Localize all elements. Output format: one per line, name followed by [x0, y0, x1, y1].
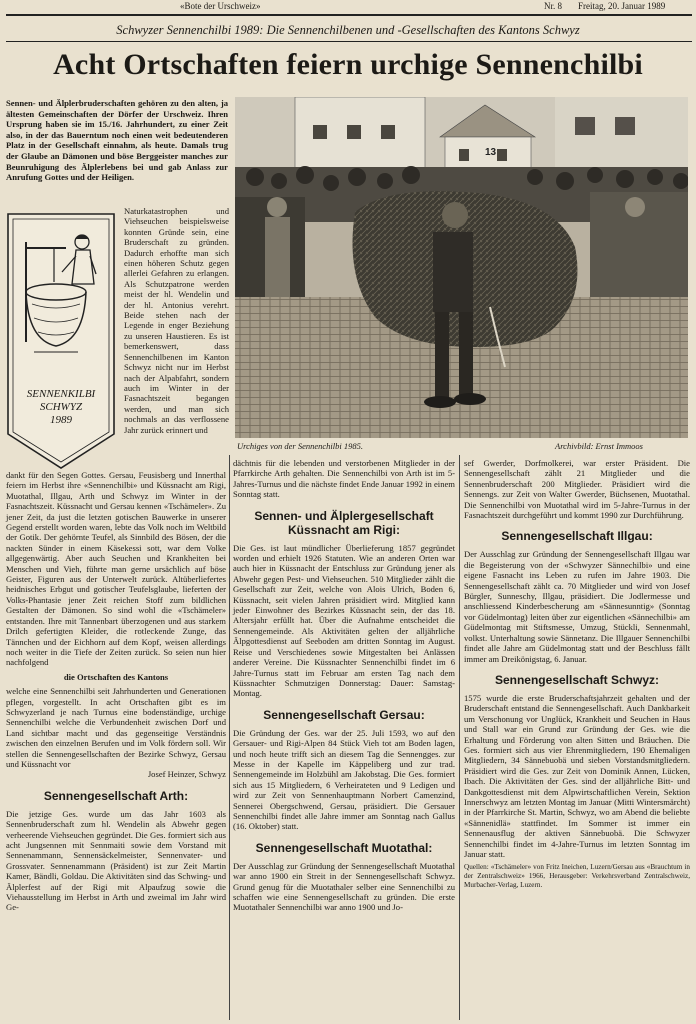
page-header [0, 0, 696, 12]
kuessnacht-paragraph: Die Ges. ist laut mündlicher Überlieferung 1857 gegründet worden und erhielt 1926 Statuten. Wie an anderen Orten war auch hier in Küssnacht der Entschluss zur Gründung jener als Abwehr gegen Pest- und Viehseuchen. 510 Mitglieder zählt die Gesellschaft zur Zeit, welche von Alois Ulrich, Boden 6, Küssnacht, seit vielen Jahren präsidiert wird. Mitglied kann jeder Einwohner des Bezirkes Küssnacht sein, der das 18. Altersjahr erfüllt hat. Über die Aufnahme entscheidet die Sennengemeinde. Als Aktivitäten gelten der alljährliche Älpgottesdienst auf Seeboden am dritten Sonntag im August. Reise und Verschiedenes sowie Mitgestalten bei Anlässen anderer Vereine. Die Küssnachter Sennenchilbi findet im 6 Jahre-Turnus statt im Februar am ersten Tag nach dem Küssnachter Schmutzigen Donnerstag: Dauer: Samstag-Montag. [233, 542, 455, 699]
headline: Acht Ortschaften feiern urchige Sennenchilbi [53, 48, 643, 81]
column-3 [464, 458, 690, 889]
issue-date: Freitag, 20. Januar 1989 [578, 1, 666, 11]
emblem-title: SENNENKILBI [26, 388, 96, 400]
paper-name: «Bote der Urschweiz» [180, 1, 261, 11]
lead-paragraph: Sennen- und Älplerbruderschaften gehören zu den alten, ja ältesten Gemeinschaften der Dörfer der Urschweiz. Ihren Ursprung haben sie im 15./16. Jahrhundert, zu einer Zeit also, in der das Bauerntum noch einen weit bedeutenderen Platz in der Gesellschaft einnahm, als heute. Damals trug der Glaube an Dämonen und böse Berggeister manches zur Beunruhigung des Älplerlebens bei und gab Anlass zur Anrufung Gottes und der Heiligen. [6, 98, 228, 183]
emblem-year: 1989 [50, 414, 72, 426]
author-line: Josef Heinzer, Schwyz [147, 769, 226, 780]
narrow-column-text: Naturkatastrophen und Viehseuchen beispielsweise konnten Gründe sein, eine Bruderschaft zu gründen. Dadurch erhoffte man sich einen höheren Schutz gegen allerlei Gefahren zu erlangen. Als Schutzpatrone werden meist der hl. Wendelin und der hl. Antonius verehrt. Beide stehen nach der Legende in enger Beziehung zu unseren Haustieren. Es ist bemerkenswert, dass Sennenchilbenen im Kanton Schwyz nicht nur im Herbst nach der Alpabfahrt, sondern auch im Winter in der Fasnachtszeit begangen werden, und man sich nochmals an das verflossene Jahr zurück erinnert und [124, 206, 229, 435]
column-rule-2 [459, 455, 460, 1020]
emblem-place: SCHWYZ [39, 401, 83, 413]
emblem-illustration [6, 212, 116, 472]
section-heading-schwyz: Sennengesellschaft Schwyz: [494, 672, 660, 687]
schwyz-paragraph: 1575 wurde die erste Bruderschaftsjahrzeit gehalten und der Bruderschaft entstand die Sennengesellschaft. Auch Dankbarkeit um Verschonung vor Unglück, Krankheit und Seuchen in Haus und Stall war ein Grund zur Gründung der Ges. wie die Erhaltung und Förderung von alten Sitten und Bräuchen. Die Ges. formiert sich aus vier Ehrenmitgliedern, 190 Ehemaligen Mitgliedern, 34 Sännebuobä und sieben Vorstandsmitgliedern. Präsidiert wird die Ges. zur Zeit von Dominik Annen, Lücken, Ibach. Die Aktivitäten der Ges. sind der alljährliche Bitt- und Dankgottesdienst mit dem Alpwirtschaftlichen Verein, Sektion Innerschwyz am letzten Montag im Januar (Mitti Wintersmärcht) in der Pfarrkirche St. Martin, Schwyz, wo am Abend die beliebte «Sännenidlä» stattfindet. Im Sommer ist immer ein Sennenausflug der aktiven Sännebuobä. Die Schwyzer Sennenchilbi findet im 4-Jahre-Turnus im letzten Sonntag im Januar statt. [464, 692, 690, 859]
section-heading-muotathal: Sennengesellschaft Muotathal: [255, 840, 433, 855]
arth-paragraph: Die jetzige Ges. wurde um das Jahr 1603 als Sennenbruderschaft zum hl. Wendelin als Abwehr gegen verheerende Viehseuchen gegründet. Die Ges. formiert sich aus acht Jungsennen mit Sennmaiti sowie dem Vorstand mit Sennenammann, Sennensäckelmeister, Sennenvater- und Grossvater. Sennenammann (Präsident) ist zur Zeit Martin Kamer, Bändli, Goldau. Die Aktivitäten sind das Schwing- und Älplerfest auf der Rigi mit Alpaufzug sowie die Viehausstellung im Herbst in Arth und zweimal im Jahr wird Ge- [6, 808, 226, 913]
narrow-column [124, 206, 229, 435]
column-rule-1 [229, 455, 230, 1020]
section-heading-illgau: Sennengesellschaft Illgau: [501, 529, 653, 544]
photo-scene [235, 97, 688, 438]
archive-photo [235, 97, 688, 438]
col1-paragraph-2: welche eine Sennenchilbi seit Jahrhunderten und Generationen pflegen, vorgestellt. In acht Ortschaften gibt es im Schwyzerland je nach Turnus eine bodenständige, urchige Sennenchilbi welche die Verbundenheit zwischen Dorf und Land sichtbar macht und das gegenseitige Verständnis zwischen den einzelnen Berufen und im Volk fördern soll. Wir stellen die Sennengesellschaften der Bezirke Schwyz, Gersau und Küssnacht vor [6, 686, 226, 769]
col1-paragraph-1: dankt für den Segen Gottes. Gersau, Feusisberg und Innerthal feiern im Herbst ihre «Sennenchilbi» und Küssnacht am Rigi, Muotathal, Illgau, Arth und Schwyz im Winter in der Fasnachtszeit. Küssnacht und Gersau kennen «Tschämeler». Zu jener Zeit, da just die letzten gotischen Bauwerke in unserer Gegend erstellt worden waren, lebte das Volk noch im Weltbild der Gotik. Der gehörnte Teufel, als Sinnbild des Bösen, der die nackten Sünder in einem Käsekessi sott, war dem Volke allgegenwärtig. Aber auch Seuchen und Krankheiten bei Menschen und Vieh, führte man gerne ursächlich auf böse Geister, Figuren aus der Unterwelt zurück. Altüberliefertes heidnisches Erbgut und gotischer Teufelsglaube, lieferten der Volks-Phantasie jener Zeit reichen Stoff zum bildlichen Gestalten der Dämonen. So sind wohl die «Tschämeler» entstanden. Ihre mit Tannenbart überzogenen und aus starkem Drilch gefertigten Kleider, die rotleckende Zunge, das Tännchen und der Eichhorn auf dem Kopf, weisen allerdings noch weiter in die Tiefe der Zeiten zurück. So seien nun hier nachfolgend [6, 470, 226, 668]
header-rule [6, 14, 692, 16]
kicker: Schwyzer Sennenchilbi 1989: Die Sennenchilbenen und -Gesellschaften des Kantons Schwyz [116, 23, 580, 37]
column-1 [6, 470, 226, 913]
muotathal-paragraph: Der Ausschlag zur Gründung der Sennengesellschaft Muotathal war anno 1900 ein Streit in der Sennengesellschaft Schwyz. Grund genug für die Muotathaler selber eine Sennenchilbi zu schaffen wie eine Sennengesellschaft zu gründen. Die erste Muotathaler Sennenchilbi war anno 1900 und Jo- [233, 860, 455, 913]
illgau-paragraph: Der Ausschlag zur Gründung der Sennengesellschaft Illgau war die Begeisterung von der «Schwyzer Sännechilbi» und eine eigene Fasnacht ins Leben zu rufen im Jahre 1903. Die Sennengesellschaft zählt ca. 70 Mitglieder und wird von Josef Bürgler, Sunneschy, Illgau, präsidiert. Die Jodlermesse und anschliessend Kinderbescherung am «Sännesunntig» (Sonntag vor Güdelmontag) leiten über zur eigentlichen «Sännechilbi» am Güdelmontag mit Stiftsmesse, Umzug, Stückli, Sennenmahl, volkst. Unterhaltung sowie Sännetanz. Die Illgauer Sennenchilbi findet alle Jahre am Güdelmontag statt und der Beschluss fällt immer am Dreikönigstag, 6. Januar. [464, 549, 690, 664]
house-number: 13 [485, 147, 497, 158]
column-2 [233, 458, 455, 913]
col1-subhead: die Ortschaften des Kantons [63, 671, 169, 682]
section-heading-arth: Sennengesellschaft Arth: [43, 788, 189, 803]
col3-paragraph-top: sef Gwerder, Dorfmolkerei, war erster Präsident. Die Sennengesellschaft zählt 21 Mitglieder und die Sennenbruderschaft 200 Mitglieder. Präsidiert wird die Sennengs. zur Zeit von Walter Gwerder, Büchsenen, Muotathal. Die Sennenchilbi von Muotathal wird im 5-Jahre-Turnus in der Fasnachtszeit durchgeführt und kommt 1990 zur Durchführung. [464, 458, 690, 521]
gersau-paragraph: Die Gründung der Ges. war der 25. Juli 1593, wo auf den Gersauer- und Rigi-Alpen 84 Stück Vieh tot am Boden lagen, und noch heute trifft sich an diesem Tag die Sennengges. zur Messe in der Kapelle im Käppeliberg und zur trad. Sennengemeinde im Holzbühl am Jakobstag. Die Ges. formiert sich aus 15 Mitgliedern, 6 Verheirateten und 9 Ledigen und wird zur Zeit von Sennenhauptmann Norbert Camenzind, Sennerei Obergschwend, Gersau, präsidiert. Die Gersauer Sennenchilbi findet alle Jahre immer am Sonntag nach Gallus (16. Oktober) statt. [233, 727, 455, 832]
sennenkilbi-emblem [6, 212, 116, 472]
col2-paragraph-top: dächtnis für die lebenden und verstorbenen Mitglieder in der Pfarrkirche Arth gehalten. Die Sennenchilbi von Arth ist im 5-Jahres-Turnus und die nächste findet Ende Januar 1992 in einem Sonntag statt. [233, 458, 455, 500]
issue-number: Nr. 8 [544, 1, 562, 11]
section-heading-gersau: Sennengesellschaft Gersau: [263, 707, 425, 722]
photo-credit: Archivbild: Ernst Immoos [555, 441, 643, 451]
sources-note: Quellen: «Tschämeler» von Fritz Ineichen, Luzern/Gersau aus «Brauchtum in der Zentralschweiz» 1966, Herausgeber: Verkehrsverband Zentralschweiz, Murbacher-Verlag, Luzern. [464, 863, 690, 889]
section-heading-kuessnacht: Sennen- und Älplergesellschaft Küssnacht am Rigi: [254, 508, 434, 537]
kicker-rule [6, 41, 692, 42]
photo-caption: Urchiges von der Sennenchilbi 1985. [237, 441, 363, 451]
